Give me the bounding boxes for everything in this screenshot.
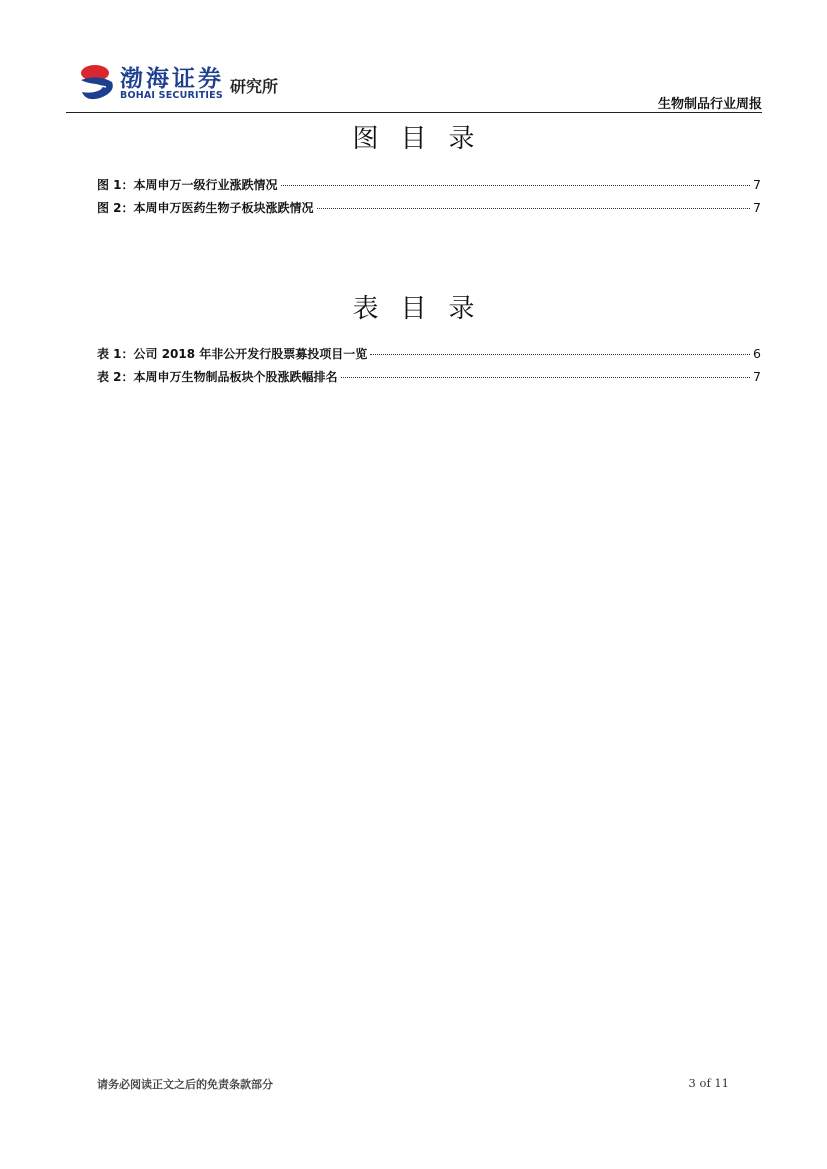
bohai-logo-icon — [78, 62, 116, 102]
toc-entry-label: 图 2：本周申万医药生物子板块涨跌情况 — [97, 201, 314, 215]
toc-entry[interactable] — [97, 368, 761, 391]
toc-leader-dots — [370, 354, 750, 355]
footer-disclaimer: 请务必阅读正文之后的免责条款部分 — [97, 1078, 273, 1091]
table-toc-title: 表目录 — [352, 294, 497, 324]
toc-entry-page: 6 — [753, 346, 761, 361]
toc-entry-label: 表 2：本周申万生物制品板块个股涨跌幅排名 — [97, 370, 338, 384]
toc-entry-page: 7 — [753, 369, 761, 384]
institute-name: 研究所 — [230, 77, 279, 96]
page-footer — [97, 1076, 729, 1096]
figure-toc-title: 图目录 — [352, 124, 497, 154]
toc-entry-label: 表 1：公司 2018 年非公开发行股票募投项目一览 — [97, 347, 368, 361]
toc-leader-dots — [341, 377, 751, 378]
figure-toc-list — [97, 176, 761, 222]
header-divider — [66, 112, 762, 113]
toc-entry-page: 7 — [753, 200, 761, 215]
report-type: 生物制品行业周报 — [657, 97, 762, 112]
toc-entry[interactable] — [97, 176, 761, 199]
toc-leader-dots — [317, 208, 751, 209]
page-header — [66, 60, 762, 112]
logo-english-name: BOHAI SECURITIES — [120, 90, 223, 101]
page-number: 3 of 11 — [688, 1076, 729, 1090]
table-toc-list — [97, 345, 761, 391]
toc-entry-page: 7 — [753, 177, 761, 192]
toc-entry-label: 图 1：本周申万一级行业涨跌情况 — [97, 178, 278, 192]
toc-entry[interactable] — [97, 199, 761, 222]
toc-entry[interactable] — [97, 345, 761, 368]
logo-chinese-name: 渤海证券 — [120, 65, 224, 92]
toc-leader-dots — [281, 185, 751, 186]
